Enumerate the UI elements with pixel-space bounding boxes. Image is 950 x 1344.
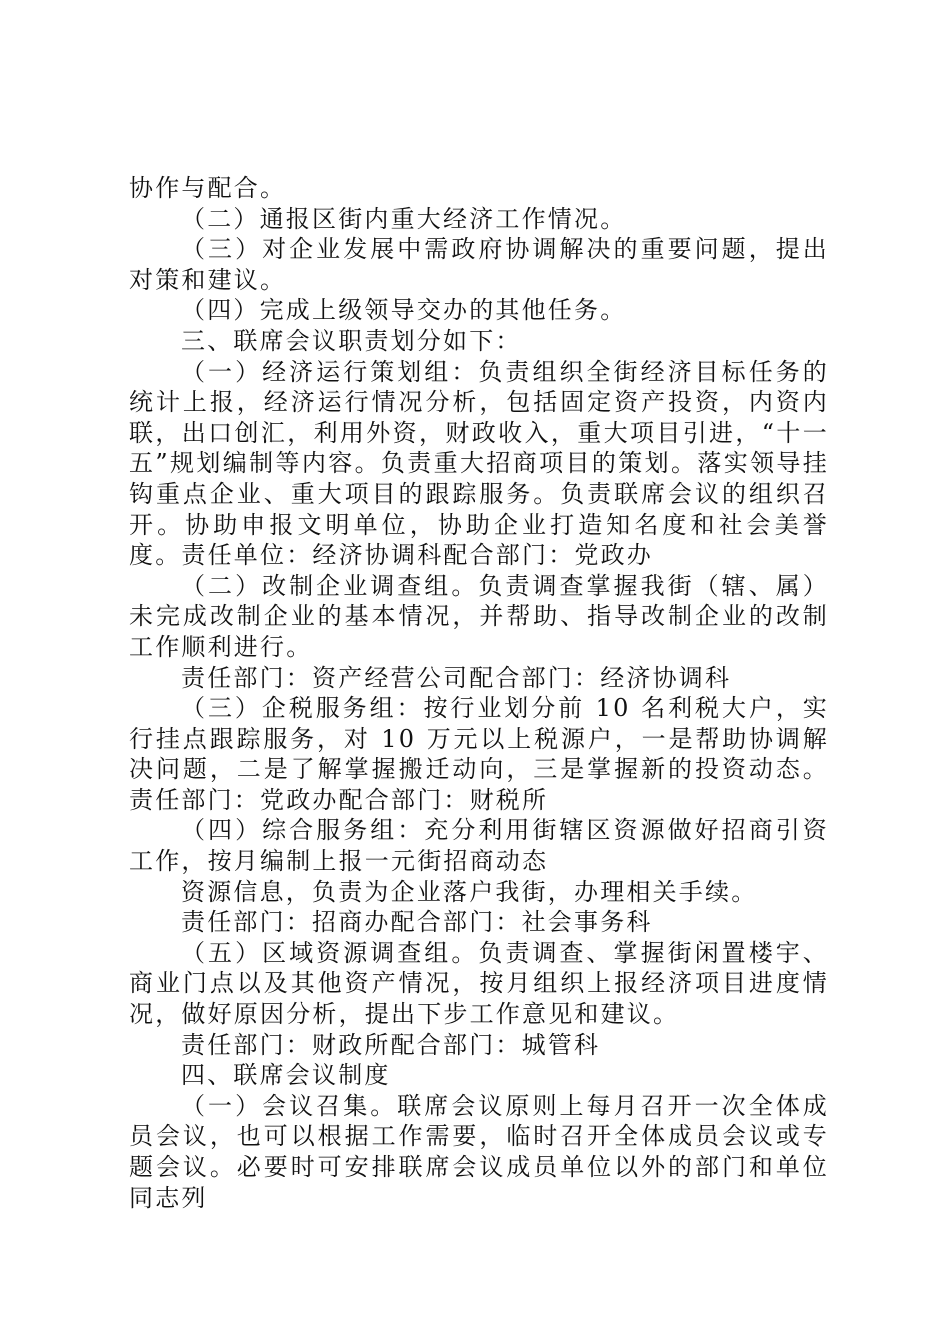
paragraph-responsibility-investment: 责任部门：招商办配合部门：社会事务科 bbox=[181, 908, 653, 937]
document-body bbox=[129, 173, 829, 1213]
paragraph-responsibility-finance: 责任部门：财政所配合部门：城管科 bbox=[181, 1030, 601, 1059]
paragraph-meeting-convening: （一）会议召集。联席会议原则上每月召开一次全体成员会议，也可以根据工作需要，临时召开全体成员会议或专题会议。必要时可安排联席会议成员单位以外的部门和单位同志列 bbox=[129, 1091, 829, 1212]
paragraph-resource-info: 资源信息，负责为企业落户我街，办理相关手续。 bbox=[181, 877, 758, 906]
section-heading-4: 四、联席会议制度 bbox=[181, 1061, 391, 1090]
section-heading-3: 三、联席会议职责划分如下： bbox=[181, 326, 522, 355]
paragraph-tax-service-group: （三）企税服务组：按行业划分前 10 名利税大户，实行挂点跟踪服务，对 10 万元以上税源户，一是帮助协调解决问题，二是了解掌握搬迁动向，三是掌握新的投资动态。责任部门：党政办配合部门：财税所 bbox=[129, 694, 829, 814]
paragraph-restructuring-survey-group: （二）改制企业调查组。负责调查掌握我街（辖、属）未完成改制企业的基本情况，并帮助、指导改制企业的改制工作顺利进行。 bbox=[129, 571, 829, 661]
paragraph-cooperation: 协作与配合。 bbox=[129, 174, 287, 202]
paragraph-item-3: （三）对企业发展中需政府协调解决的重要问题，提出对策和建议。 bbox=[129, 235, 829, 294]
paragraph-responsibility-assets: 责任部门：资产经营公司配合部门：经济协调科 bbox=[181, 663, 732, 692]
paragraph-economic-planning-group: （一）经济运行策划组：负责组织全街经济目标任务的统计上报，经济运行情况分析，包括固定资产投资，内资内联，出口创汇，利用外资，财政收入，重大项目引进，“十一五”规划编制等内容。负责重大招商项目的策划。落实领导挂钩重点企业、重大项目的跟踪服务。负责联席会议的组织召开。协助申报文明单位，协助企业打造知名度和社会美誉度。责任单位：经济协调科配合部门：党政办 bbox=[129, 357, 829, 570]
paragraph-regional-resource-group: （五）区域资源调查组。负责调查、掌握街闲置楼宇、商业门点以及其他资产情况，按月组织上报经济项目进度情况，做好原因分析，提出下步工作意见和建议。 bbox=[129, 938, 829, 1029]
paragraph-comprehensive-service-group: （四）综合服务组：充分利用街辖区资源做好招商引资工作，按月编制上报一元街招商动态 bbox=[129, 816, 829, 876]
paragraph-item-2: （二）通报区街内重大经济工作情况。 bbox=[181, 204, 627, 233]
paragraph-item-4: （四）完成上级领导交办的其他任务。 bbox=[181, 296, 627, 325]
